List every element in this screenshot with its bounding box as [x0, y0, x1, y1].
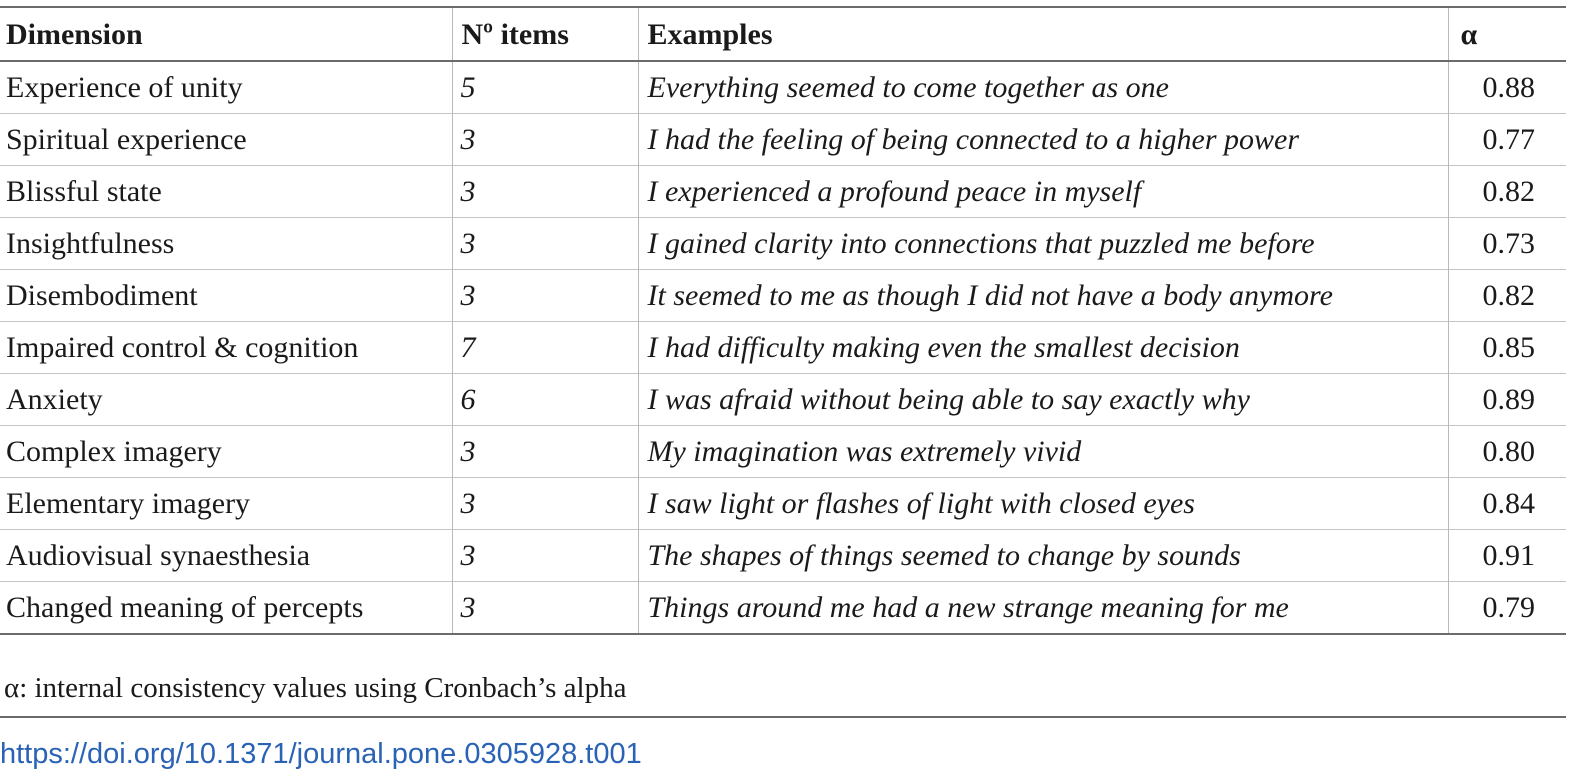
- table-row: [0, 530, 1566, 582]
- cell-example: I saw light or flashes of light with closed eyes: [638, 478, 1448, 530]
- table-row: [0, 374, 1566, 426]
- cell-dimension: Complex imagery: [6, 435, 222, 468]
- cell-example: I had the feeling of being connected to a higher power: [638, 114, 1448, 166]
- cell-items: 3: [452, 218, 638, 270]
- cell-items: 3: [452, 478, 638, 530]
- header-items: Nº items: [452, 7, 638, 61]
- cell-dimension: Anxiety: [6, 383, 103, 416]
- cell-alpha: 0.73: [1448, 218, 1566, 270]
- cell-items: 3: [452, 582, 638, 635]
- cell-alpha: 0.82: [1448, 270, 1566, 322]
- cell-dimension: Impaired control & cognition: [6, 331, 359, 364]
- header-alpha: α: [1448, 7, 1566, 61]
- table-row: [0, 426, 1566, 478]
- cell-example: The shapes of things seemed to change by sounds: [638, 530, 1448, 582]
- cell-dimension: Disembodiment: [6, 279, 198, 312]
- cell-example: I experienced a profound peace in myself: [638, 166, 1448, 218]
- header-examples: Examples: [638, 7, 1448, 61]
- cell-alpha: 0.82: [1448, 166, 1566, 218]
- dimensions-table: [0, 6, 1566, 635]
- cell-items: 3: [452, 166, 638, 218]
- cell-example: Things around me had a new strange meaning for me: [638, 582, 1448, 635]
- cell-items: 3: [452, 270, 638, 322]
- cell-dimension: Insightfulness: [6, 227, 175, 260]
- table-row: [0, 270, 1566, 322]
- cell-items: 7: [452, 322, 638, 374]
- cell-dimension: Spiritual experience: [6, 123, 247, 156]
- cell-items: 5: [452, 61, 638, 114]
- cell-alpha: 0.79: [1448, 582, 1566, 635]
- cell-dimension: Audiovisual synaesthesia: [6, 539, 311, 572]
- cell-example: I was afraid without being able to say exactly why: [638, 374, 1448, 426]
- table-row: [0, 322, 1566, 374]
- table-header: [0, 7, 1566, 61]
- table-row: [0, 218, 1566, 270]
- cell-items: 3: [452, 114, 638, 166]
- divider: [0, 716, 1566, 718]
- cell-dimension: Elementary imagery: [6, 487, 251, 520]
- cell-alpha: 0.77: [1448, 114, 1566, 166]
- cell-items: 3: [452, 530, 638, 582]
- cell-example: I had difficulty making even the smallest decision: [638, 322, 1448, 374]
- cell-alpha: 0.85: [1448, 322, 1566, 374]
- table-row: [0, 582, 1566, 635]
- cell-example: I gained clarity into connections that puzzled me before: [638, 218, 1448, 270]
- table-body: [0, 61, 1566, 634]
- table-row: [0, 166, 1566, 218]
- cell-items: 6: [452, 374, 638, 426]
- cell-dimension: Blissful state: [6, 175, 162, 208]
- table-row: [0, 478, 1566, 530]
- cell-items: 3: [452, 426, 638, 478]
- cell-example: Everything seemed to come together as one: [638, 61, 1448, 114]
- cell-dimension: Changed meaning of percepts: [6, 591, 364, 624]
- cell-alpha: 0.91: [1448, 530, 1566, 582]
- cell-alpha: 0.89: [1448, 374, 1566, 426]
- table-footnote: α: internal consistency values using Cronbach’s alpha: [4, 672, 627, 704]
- table-row: [0, 61, 1566, 114]
- header-row: [0, 7, 1566, 61]
- doi-link[interactable]: https://doi.org/10.1371/journal.pone.0305928.t001: [0, 738, 642, 770]
- cell-example: It seemed to me as though I did not have a body anymore: [638, 270, 1448, 322]
- cell-alpha: 0.88: [1448, 61, 1566, 114]
- table-row: [0, 114, 1566, 166]
- cell-alpha: 0.84: [1448, 478, 1566, 530]
- cell-example: My imagination was extremely vivid: [638, 426, 1448, 478]
- cell-alpha: 0.80: [1448, 426, 1566, 478]
- cell-dimension: Experience of unity: [6, 71, 243, 104]
- header-dimension: Dimension: [6, 17, 143, 51]
- table-container: [0, 6, 1572, 635]
